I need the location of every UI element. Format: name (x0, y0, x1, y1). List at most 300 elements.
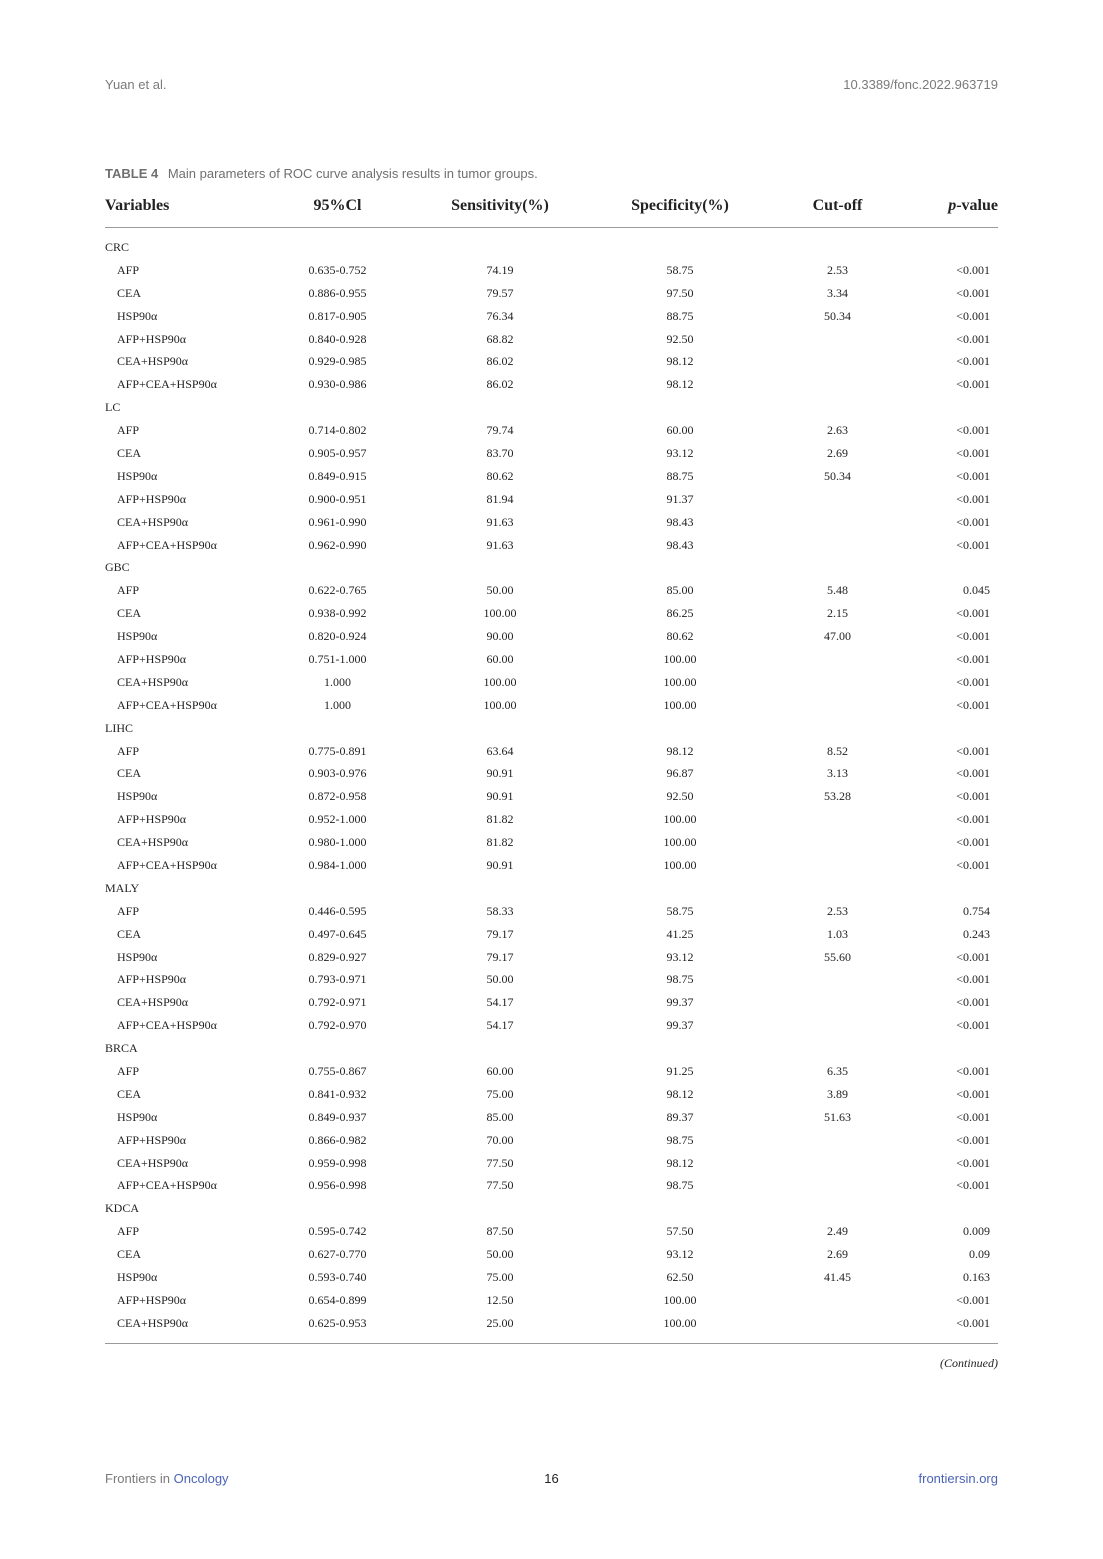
group-label: GBC (105, 560, 130, 575)
cell-sensitivity: 58.33 (486, 903, 514, 918)
cell-specificity: 98.12 (666, 743, 694, 758)
cell-variable: AFP (117, 1224, 140, 1239)
cell-ci: 0.792-0.970 (308, 1018, 367, 1033)
cell-cutoff: 2.53 (827, 262, 848, 277)
cell-sensitivity: 79.74 (486, 423, 514, 438)
cell-variable: AFP (117, 423, 140, 438)
cell-sensitivity: 77.50 (486, 1155, 514, 1170)
cell-cutoff (770, 1014, 905, 1037)
cell-pvalue: <0.001 (956, 262, 990, 277)
cell-variable: HSP90α (117, 468, 158, 483)
cell-specificity: 41.25 (666, 926, 694, 941)
cell-variable: CEA (117, 926, 141, 941)
cell-cutoff: 2.69 (827, 1247, 848, 1262)
cell-sensitivity: 81.82 (486, 812, 514, 827)
cell-sensitivity: 79.57 (486, 285, 514, 300)
cell-cutoff: 41.45 (824, 1270, 851, 1285)
cell-specificity: 100.00 (590, 1312, 770, 1343)
cell-ci: 0.849-0.937 (308, 1109, 367, 1124)
cell-variable: AFP+HSP90α (117, 1132, 187, 1147)
table-group-row (105, 556, 998, 579)
cell-variable: AFP+CEA+HSP90α (117, 537, 217, 552)
cell-pvalue: <0.001 (956, 629, 990, 644)
cell-variable: AFP+HSP90α (117, 812, 187, 827)
group-label: LIHC (105, 720, 133, 735)
cell-ci: 0.625-0.953 (265, 1312, 410, 1343)
cell-ci: 0.984-1.000 (308, 857, 367, 872)
cell-specificity: 98.43 (666, 514, 694, 529)
cell-variable: CEA+HSP90α (117, 354, 189, 369)
cell-sensitivity: 12.50 (486, 1292, 514, 1307)
col-header-pvalue (905, 194, 998, 228)
cell-pvalue: 0.009 (963, 1224, 990, 1239)
cell-ci: 0.930-0.986 (308, 377, 367, 392)
table-row (105, 625, 998, 648)
cell-sensitivity: 70.00 (486, 1132, 514, 1147)
cell-specificity: 91.37 (666, 491, 694, 506)
cell-ci: 0.959-0.998 (308, 1155, 367, 1170)
table-row (105, 1152, 998, 1175)
cell-specificity: 97.50 (666, 285, 694, 300)
cell-sensitivity: 74.19 (486, 262, 514, 277)
cell-pvalue: <0.001 (956, 789, 990, 804)
cell-pvalue: 0.09 (969, 1247, 990, 1262)
cell-specificity: 99.37 (666, 1018, 694, 1033)
cell-ci: 0.849-0.915 (308, 468, 367, 483)
cell-pvalue: <0.001 (956, 1018, 990, 1033)
cell-ci: 0.775-0.891 (308, 743, 367, 758)
cell-specificity: 62.50 (666, 1270, 694, 1285)
cell-pvalue: <0.001 (956, 1155, 990, 1170)
cell-specificity: 100.00 (663, 857, 697, 872)
cell-cutoff (770, 373, 905, 396)
cell-cutoff (770, 694, 905, 717)
cell-ci: 0.593-0.740 (308, 1270, 367, 1285)
cell-sensitivity: 90.91 (486, 857, 514, 872)
cell-sensitivity: 86.02 (486, 377, 514, 392)
cell-pvalue: <0.001 (956, 354, 990, 369)
table-row (105, 465, 998, 488)
cell-ci: 0.595-0.742 (308, 1224, 367, 1239)
cell-ci: 0.793-0.971 (308, 972, 367, 987)
cell-sensitivity: 50.00 (486, 972, 514, 987)
cell-cutoff: 3.89 (827, 1086, 848, 1101)
cell-pvalue: <0.001 (956, 606, 990, 621)
cell-cutoff: 55.60 (824, 949, 851, 964)
cell-sensitivity: 50.00 (486, 1247, 514, 1262)
cell-variable: AFP (117, 903, 140, 918)
cell-sensitivity: 68.82 (486, 331, 514, 346)
cell-ci: 0.866-0.982 (308, 1132, 367, 1147)
cell-ci: 0.820-0.924 (308, 629, 367, 644)
cell-specificity: 98.75 (666, 1178, 694, 1193)
cell-ci: 1.000 (324, 697, 351, 712)
cell-specificity: 98.12 (666, 377, 694, 392)
cell-variable: CEA (117, 1086, 141, 1101)
cell-sensitivity: 90.91 (486, 789, 514, 804)
table-group-row (105, 1197, 998, 1220)
cell-specificity: 88.75 (666, 468, 694, 483)
cell-specificity: 98.12 (666, 1155, 694, 1170)
cell-variable: AFP+HSP90α (117, 1292, 187, 1307)
cell-pvalue: <0.001 (956, 1178, 990, 1193)
cell-specificity: 93.12 (666, 445, 694, 460)
cell-cutoff: 5.48 (827, 583, 848, 598)
table-row (105, 1220, 998, 1243)
cell-ci: 0.938-0.992 (308, 606, 367, 621)
cell-cutoff (770, 328, 905, 351)
cell-specificity: 100.00 (663, 1292, 697, 1307)
cell-pvalue: 0.754 (963, 903, 990, 918)
cell-variable: HSP90α (117, 308, 158, 323)
table-row (105, 762, 998, 785)
cell-cutoff (770, 1312, 905, 1343)
cell-cutoff (770, 648, 905, 671)
cell-variable: CEA (117, 445, 141, 460)
table-row (105, 1106, 998, 1129)
cell-sensitivity: 91.63 (486, 537, 514, 552)
table-row (105, 579, 998, 602)
cell-specificity: 58.75 (666, 903, 694, 918)
roc-parameters-table (105, 194, 998, 1344)
cell-variable: HSP90α (117, 1109, 158, 1124)
table-row (105, 1129, 998, 1152)
cell-cutoff: 3.13 (827, 766, 848, 781)
table-row (105, 1266, 998, 1289)
cell-sensitivity: 90.91 (486, 766, 514, 781)
cell-specificity: 96.87 (666, 766, 694, 781)
cell-pvalue: <0.001 (905, 1312, 998, 1343)
cell-specificity: 100.00 (663, 835, 697, 850)
cell-cutoff (770, 1129, 905, 1152)
cell-pvalue: <0.001 (956, 1086, 990, 1101)
cell-ci: 0.446-0.595 (308, 903, 367, 918)
cell-variable: AFP+HSP90α (117, 651, 187, 666)
cell-ci: 0.962-0.990 (308, 537, 367, 552)
cell-pvalue: <0.001 (956, 331, 990, 346)
group-label: LC (105, 400, 121, 415)
cell-pvalue: <0.001 (956, 835, 990, 850)
cell-cutoff: 2.53 (827, 903, 848, 918)
cell-ci: 0.755-0.867 (308, 1064, 367, 1078)
cell-ci: 0.980-1.000 (308, 835, 367, 850)
table-row (105, 259, 998, 282)
cell-sensitivity: 76.34 (486, 308, 514, 323)
table-row (105, 1060, 998, 1083)
cell-pvalue: <0.001 (956, 812, 990, 827)
cell-cutoff: 2.69 (827, 445, 848, 460)
cell-variable: HSP90α (117, 629, 158, 644)
table-row (105, 328, 998, 351)
table-row (105, 740, 998, 763)
cell-variable: AFP (117, 583, 140, 598)
cell-pvalue: 0.243 (963, 926, 990, 941)
cell-pvalue: <0.001 (956, 651, 990, 666)
cell-cutoff (770, 1175, 905, 1198)
cell-sensitivity: 83.70 (486, 445, 514, 460)
cell-pvalue: 0.045 (963, 583, 990, 598)
cell-ci: 0.905-0.957 (308, 445, 367, 460)
cell-pvalue: <0.001 (956, 445, 990, 460)
cell-cutoff: 1.03 (827, 926, 848, 941)
cell-ci: 0.622-0.765 (308, 583, 367, 598)
table-row (105, 808, 998, 831)
cell-cutoff (770, 511, 905, 534)
table-row (105, 785, 998, 808)
table-group-row (105, 877, 998, 900)
cell-sensitivity: 90.00 (486, 629, 514, 644)
table-group-row (105, 228, 998, 259)
table-row (105, 671, 998, 694)
cell-cutoff: 2.49 (827, 1224, 848, 1239)
table-row (105, 946, 998, 969)
footer-journal-prefix: Frontiers in (105, 1471, 174, 1486)
cell-pvalue: <0.001 (956, 377, 990, 392)
cell-pvalue: <0.001 (956, 285, 990, 300)
cell-specificity: 98.12 (666, 1086, 694, 1101)
cell-sensitivity: 81.82 (486, 835, 514, 850)
cell-ci: 1.000 (324, 674, 351, 689)
group-label: CRC (105, 239, 130, 254)
group-label: KDCA (105, 1201, 140, 1216)
table-row (105, 511, 998, 534)
table-row (105, 373, 998, 396)
cell-cutoff (770, 991, 905, 1014)
table-row (105, 602, 998, 625)
cell-variable: AFP+HSP90α (117, 331, 187, 346)
cell-ci: 0.635-0.752 (308, 262, 367, 277)
cell-variable: HSP90α (117, 1270, 158, 1285)
cell-sensitivity: 60.00 (486, 1064, 514, 1078)
cell-sensitivity: 54.17 (486, 1018, 514, 1033)
cell-pvalue: <0.001 (956, 423, 990, 438)
cell-specificity: 85.00 (666, 583, 694, 598)
cell-cutoff: 47.00 (824, 629, 851, 644)
table-row (105, 282, 998, 305)
cell-variable: AFP (117, 262, 140, 277)
cell-cutoff: 3.34 (827, 285, 848, 300)
cell-specificity: 100.00 (663, 812, 697, 827)
cell-cutoff (770, 831, 905, 854)
table-group-row (105, 396, 998, 419)
cell-sensitivity: 75.00 (486, 1270, 514, 1285)
cell-sensitivity: 75.00 (486, 1086, 514, 1101)
cell-ci: 0.952-1.000 (308, 812, 367, 827)
cell-specificity: 98.43 (666, 537, 694, 552)
group-label: BRCA (105, 1041, 138, 1056)
page-number: 16 (544, 1471, 559, 1486)
cell-ci: 0.817-0.905 (308, 308, 367, 323)
table-row (105, 1243, 998, 1266)
cell-ci: 0.929-0.985 (308, 354, 367, 369)
cell-pvalue: <0.001 (956, 514, 990, 529)
cell-pvalue: <0.001 (956, 1064, 990, 1078)
cell-pvalue: 0.163 (963, 1270, 990, 1285)
table-row (105, 854, 998, 877)
cell-specificity: 58.75 (666, 262, 694, 277)
cell-sensitivity: 100.00 (483, 697, 517, 712)
cell-cutoff: 50.34 (824, 468, 851, 483)
table-row (105, 488, 998, 511)
cell-pvalue: <0.001 (956, 308, 990, 323)
cell-variable: AFP+CEA+HSP90α (117, 1178, 217, 1193)
cell-variable: AFP (117, 1064, 140, 1078)
cell-variable: CEA+HSP90α (117, 514, 189, 529)
cell-pvalue: <0.001 (956, 697, 990, 712)
cell-specificity: 93.12 (666, 949, 694, 964)
cell-pvalue: <0.001 (956, 743, 990, 758)
cell-pvalue: <0.001 (956, 995, 990, 1010)
cell-pvalue: <0.001 (956, 857, 990, 872)
cell-specificity: 98.75 (666, 1132, 694, 1147)
table-header-row (105, 194, 998, 228)
cell-variable: AFP (117, 743, 140, 758)
table-row (105, 1014, 998, 1037)
cell-pvalue: <0.001 (956, 674, 990, 689)
cell-variable: AFP+HSP90α (117, 491, 187, 506)
table-row (105, 534, 998, 557)
cell-ci: 0.841-0.932 (308, 1086, 367, 1101)
table-row (105, 419, 998, 442)
cell-variable: AFP+CEA+HSP90α (117, 377, 217, 392)
cell-variable: HSP90α (117, 949, 158, 964)
cell-pvalue: <0.001 (956, 1109, 990, 1124)
running-header-authors: Yuan et al. (105, 77, 167, 92)
cell-specificity: 100.00 (663, 651, 697, 666)
cell-specificity: 98.75 (666, 972, 694, 987)
cell-ci: 0.961-0.990 (308, 514, 367, 529)
cell-cutoff: 8.52 (827, 743, 848, 758)
cell-specificity: 57.50 (666, 1224, 694, 1239)
cell-cutoff: 53.28 (824, 789, 851, 804)
cell-cutoff (770, 671, 905, 694)
cell-ci: 0.903-0.976 (308, 766, 367, 781)
cell-ci: 0.840-0.928 (308, 331, 367, 346)
table-row (105, 923, 998, 946)
cell-cutoff (770, 488, 905, 511)
table-row (105, 1175, 998, 1198)
col-header-variables: Variables (105, 194, 265, 228)
cell-cutoff: 6.35 (827, 1064, 848, 1078)
col-header-ci: 95%Cl (265, 194, 410, 228)
cell-sensitivity: 50.00 (486, 583, 514, 598)
cell-specificity: 92.50 (666, 331, 694, 346)
cell-sensitivity: 87.50 (486, 1224, 514, 1239)
cell-cutoff: 50.34 (824, 308, 851, 323)
cell-cutoff: 51.63 (824, 1109, 851, 1124)
cell-specificity: 86.25 (666, 606, 694, 621)
cell-cutoff (770, 1289, 905, 1312)
cell-pvalue: <0.001 (956, 491, 990, 506)
cell-specificity: 80.62 (666, 629, 694, 644)
table-row (105, 694, 998, 717)
cell-variable: CEA+HSP90α (117, 835, 189, 850)
cell-ci: 0.751-1.000 (308, 651, 367, 666)
continued-note: (Continued) (940, 1356, 998, 1370)
cell-ci: 0.886-0.955 (308, 285, 367, 300)
table-row (105, 350, 998, 373)
table-group-row (105, 717, 998, 740)
running-header-doi: 10.3389/fonc.2022.963719 (843, 77, 998, 92)
cell-sensitivity: 79.17 (486, 926, 514, 941)
table-caption-text: Main parameters of ROC curve analysis results in tumor groups. (167, 166, 538, 181)
cell-specificity: 91.25 (666, 1064, 694, 1078)
cell-sensitivity: 60.00 (486, 651, 514, 666)
cell-sensitivity: 79.17 (486, 949, 514, 964)
cell-pvalue: <0.001 (956, 766, 990, 781)
cell-specificity: 89.37 (666, 1109, 694, 1124)
table-row (105, 831, 998, 854)
cell-sensitivity: 25.00 (410, 1312, 590, 1343)
group-label: MALY (105, 880, 140, 895)
cell-variable: AFP+CEA+HSP90α (117, 1018, 217, 1033)
table-row (105, 648, 998, 671)
col-header-specificity: Specificity(%) (590, 194, 770, 228)
cell-variable: CEA+HSP90α (105, 1312, 265, 1343)
table-row (105, 442, 998, 465)
cell-cutoff: 2.63 (827, 423, 848, 438)
cell-specificity: 88.75 (666, 308, 694, 323)
cell-variable: CEA+HSP90α (117, 1155, 189, 1170)
cell-variable: CEA (117, 766, 141, 781)
cell-cutoff (770, 969, 905, 992)
cell-ci: 0.956-0.998 (308, 1178, 367, 1193)
pvalue-suffix: -value (956, 197, 998, 214)
col-header-sensitivity: Sensitivity(%) (410, 194, 590, 228)
cell-ci: 0.627-0.770 (308, 1247, 367, 1262)
cell-variable: CEA (117, 1247, 141, 1262)
cell-sensitivity: 91.63 (486, 514, 514, 529)
cell-specificity: 92.50 (666, 789, 694, 804)
cell-pvalue: <0.001 (956, 468, 990, 483)
cell-ci: 0.900-0.951 (308, 491, 367, 506)
cell-ci: 0.829-0.927 (308, 949, 367, 964)
pvalue-italic-p: p (948, 197, 957, 214)
cell-pvalue: <0.001 (956, 1292, 990, 1307)
cell-sensitivity: 77.50 (486, 1178, 514, 1193)
table-row (105, 969, 998, 992)
cell-cutoff (770, 1152, 905, 1175)
cell-ci: 0.654-0.899 (308, 1292, 367, 1307)
table-row (105, 991, 998, 1014)
cell-ci: 0.497-0.645 (308, 926, 367, 941)
cell-ci: 0.872-0.958 (308, 789, 367, 804)
cell-ci: 0.714-0.802 (308, 423, 367, 438)
cell-cutoff: 2.15 (827, 606, 848, 621)
cell-ci: 0.792-0.971 (308, 995, 367, 1010)
cell-sensitivity: 100.00 (483, 674, 517, 689)
cell-sensitivity: 81.94 (486, 491, 514, 506)
cell-cutoff (770, 350, 905, 373)
cell-sensitivity: 100.00 (483, 606, 517, 621)
cell-variable: HSP90α (117, 789, 158, 804)
cell-pvalue: <0.001 (956, 972, 990, 987)
table-row (105, 900, 998, 923)
cell-sensitivity: 63.64 (486, 743, 514, 758)
cell-pvalue: <0.001 (956, 537, 990, 552)
table-body (105, 228, 998, 1344)
footer-site-link[interactable]: frontiersin.org (918, 1471, 998, 1486)
cell-sensitivity: 54.17 (486, 995, 514, 1010)
table-caption (105, 166, 538, 181)
table-row (105, 1083, 998, 1106)
footer-journal-name: Oncology (173, 1471, 229, 1486)
cell-cutoff (770, 534, 905, 557)
cell-variable: CEA (117, 606, 141, 621)
cell-variable: CEA+HSP90α (117, 674, 189, 689)
col-header-cutoff: Cut-off (770, 194, 905, 228)
cell-variable: CEA+HSP90α (117, 995, 189, 1010)
